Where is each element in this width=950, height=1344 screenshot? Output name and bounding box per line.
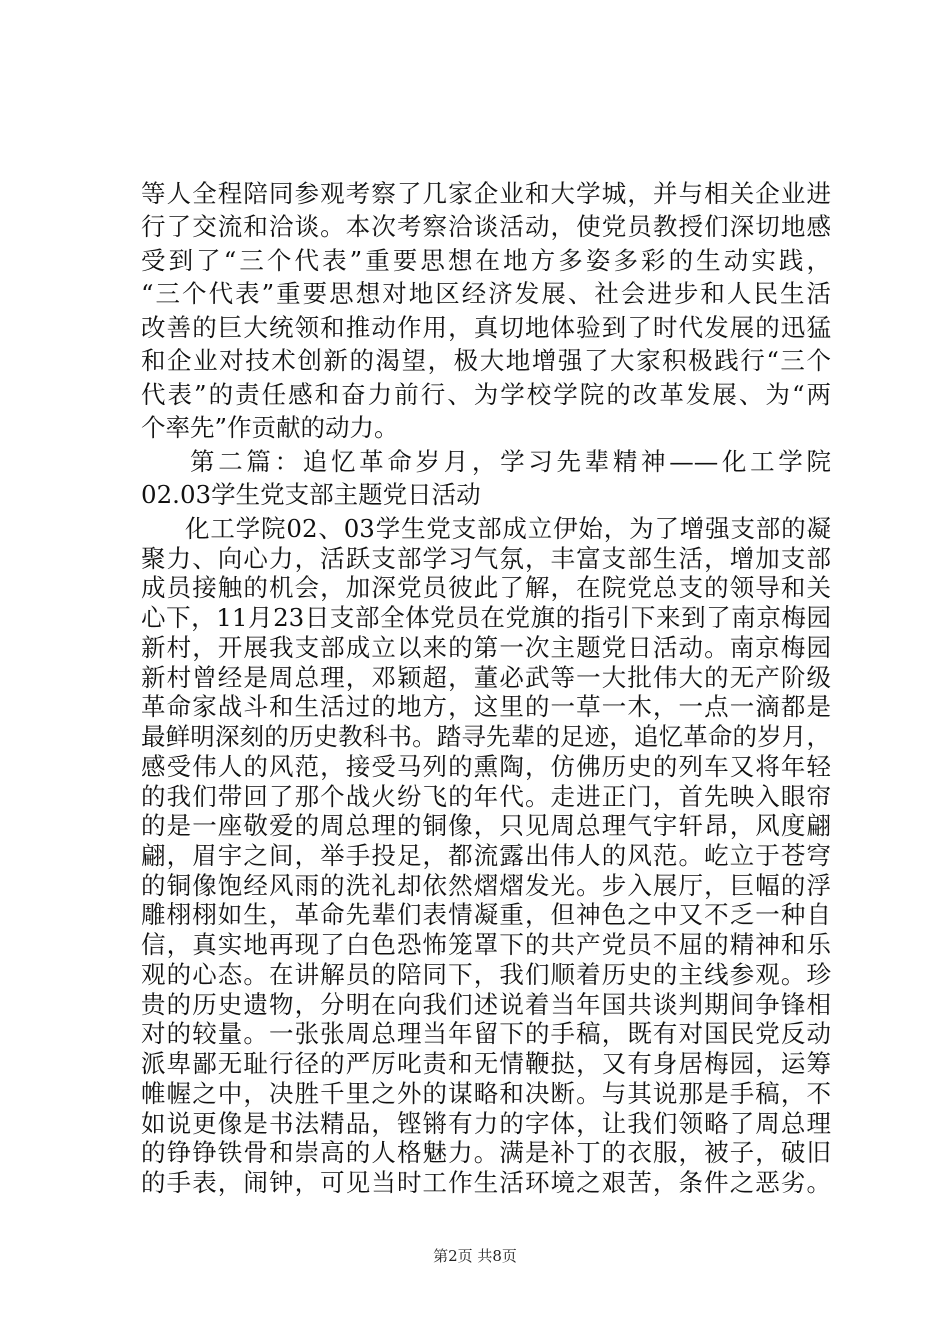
body-text-line: 等人全程陪同参观考察了几家企业和大学城，并与相关企业进 — [141, 179, 831, 208]
body-text-line: 的手表，闹钟，可见当时工作生活环境之艰苦，条件之恶劣。 — [141, 1168, 831, 1197]
body-text-line: 最鲜明深刻的历史教科书。踏寻先辈的足迹，追忆革命的岁月， — [141, 722, 831, 751]
body-text-line: 的铜像饱经风雨的洗礼却依然熠熠发光。步入展厅，巨幅的浮 — [141, 871, 831, 900]
body-text-line: 化工学院02、03学生党支部成立伊始，为了增强支部的凝 — [185, 514, 831, 543]
body-text-line: 帷幄之中，决胜千里之外的谋略和决断。与其说那是手稿，不 — [141, 1079, 831, 1108]
body-text-line: 如说更像是书法精品，铿锵有力的字体，让我们领略了周总理 — [141, 1109, 831, 1138]
body-text-line: 对的较量。一张张周总理当年留下的手稿，既有对国民党反动 — [141, 1019, 831, 1048]
body-text-line: 成员接触的机会，加深党员彼此了解，在院党总支的领导和关 — [141, 573, 831, 602]
body-text-line: 心下，11月23日支部全体党员在党旗的指引下来到了南京梅园 — [141, 603, 831, 632]
body-text-line: 信，真实地再现了白色恐怖笼罩下的共产党员不屈的精神和乐 — [141, 930, 831, 959]
page-footer: 第2页 共8页 — [433, 1247, 517, 1265]
body-text-line: 新村，开展我支部成立以来的第一次主题党日活动。南京梅园 — [141, 633, 831, 662]
body-text-line: 和企业对技术创新的渴望，极大地增强了大家积极践行“三个 — [141, 346, 831, 375]
body-text-line: 革命家战斗和生活过的地方，这里的一草一木，一点一滴都是 — [141, 692, 831, 721]
body-text-line: 改善的巨大统领和推动作用，真切地体验到了时代发展的迅猛 — [141, 313, 831, 342]
body-text-line: 聚力、向心力，活跃支部学习气氛，丰富支部生活，增加支部 — [141, 544, 831, 573]
body-text-line: 新村曾经是周总理，邓颖超，董必武等一大批伟大的无产阶级 — [141, 663, 831, 692]
body-text-line: 个率先”作贡献的动力。 — [141, 413, 399, 442]
section-heading-line: 第二篇：追忆革命岁月，学习先辈精神——化工学院 — [190, 447, 831, 476]
body-text-line: 观的心态。在讲解员的陪同下，我们顺着历史的主线参观。珍 — [141, 960, 831, 989]
section-heading-line: 02.03学生党支部主题党日活动 — [141, 480, 481, 509]
body-text-line: 的是一座敬爱的周总理的铜像，只见周总理气宇轩昂，风度翩 — [141, 811, 831, 840]
body-text-line: 感受伟人的风范，接受马列的熏陶，仿佛历史的列车又将年轻 — [141, 752, 831, 781]
body-text-line: 派卑鄙无耻行径的严厉叱责和无情鞭挞，又有身居梅园，运筹 — [141, 1049, 831, 1078]
body-text-line: 行了交流和洽谈。本次考察洽谈活动，使党员教授们深切地感 — [141, 212, 831, 241]
body-text-line: 的铮铮铁骨和崇高的人格魅力。满是补丁的衣服，被子，破旧 — [141, 1138, 831, 1167]
body-text-line: 贵的历史遗物，分明在向我们述说着当年国共谈判期间争锋相 — [141, 990, 831, 1019]
body-text-line: “三个代表”重要思想对地区经济发展、社会进步和人民生活 — [141, 279, 831, 308]
body-text-line: 翩，眉宇之间，举手投足，都流露出伟人的风范。屹立于苍穹 — [141, 841, 831, 870]
body-text-line: 雕栩栩如生，革命先辈们表情凝重，但神色之中又不乏一种自 — [141, 900, 831, 929]
body-text-line: 受到了“三个代表”重要思想在地方多姿多彩的生动实践， — [141, 246, 831, 275]
body-text-line: 代表”的责任感和奋力前行、为学校学院的改革发展、为“两 — [141, 380, 831, 409]
body-text-line: 的我们带回了那个战火纷飞的年代。走进正门，首先映入眼帘 — [141, 782, 831, 811]
